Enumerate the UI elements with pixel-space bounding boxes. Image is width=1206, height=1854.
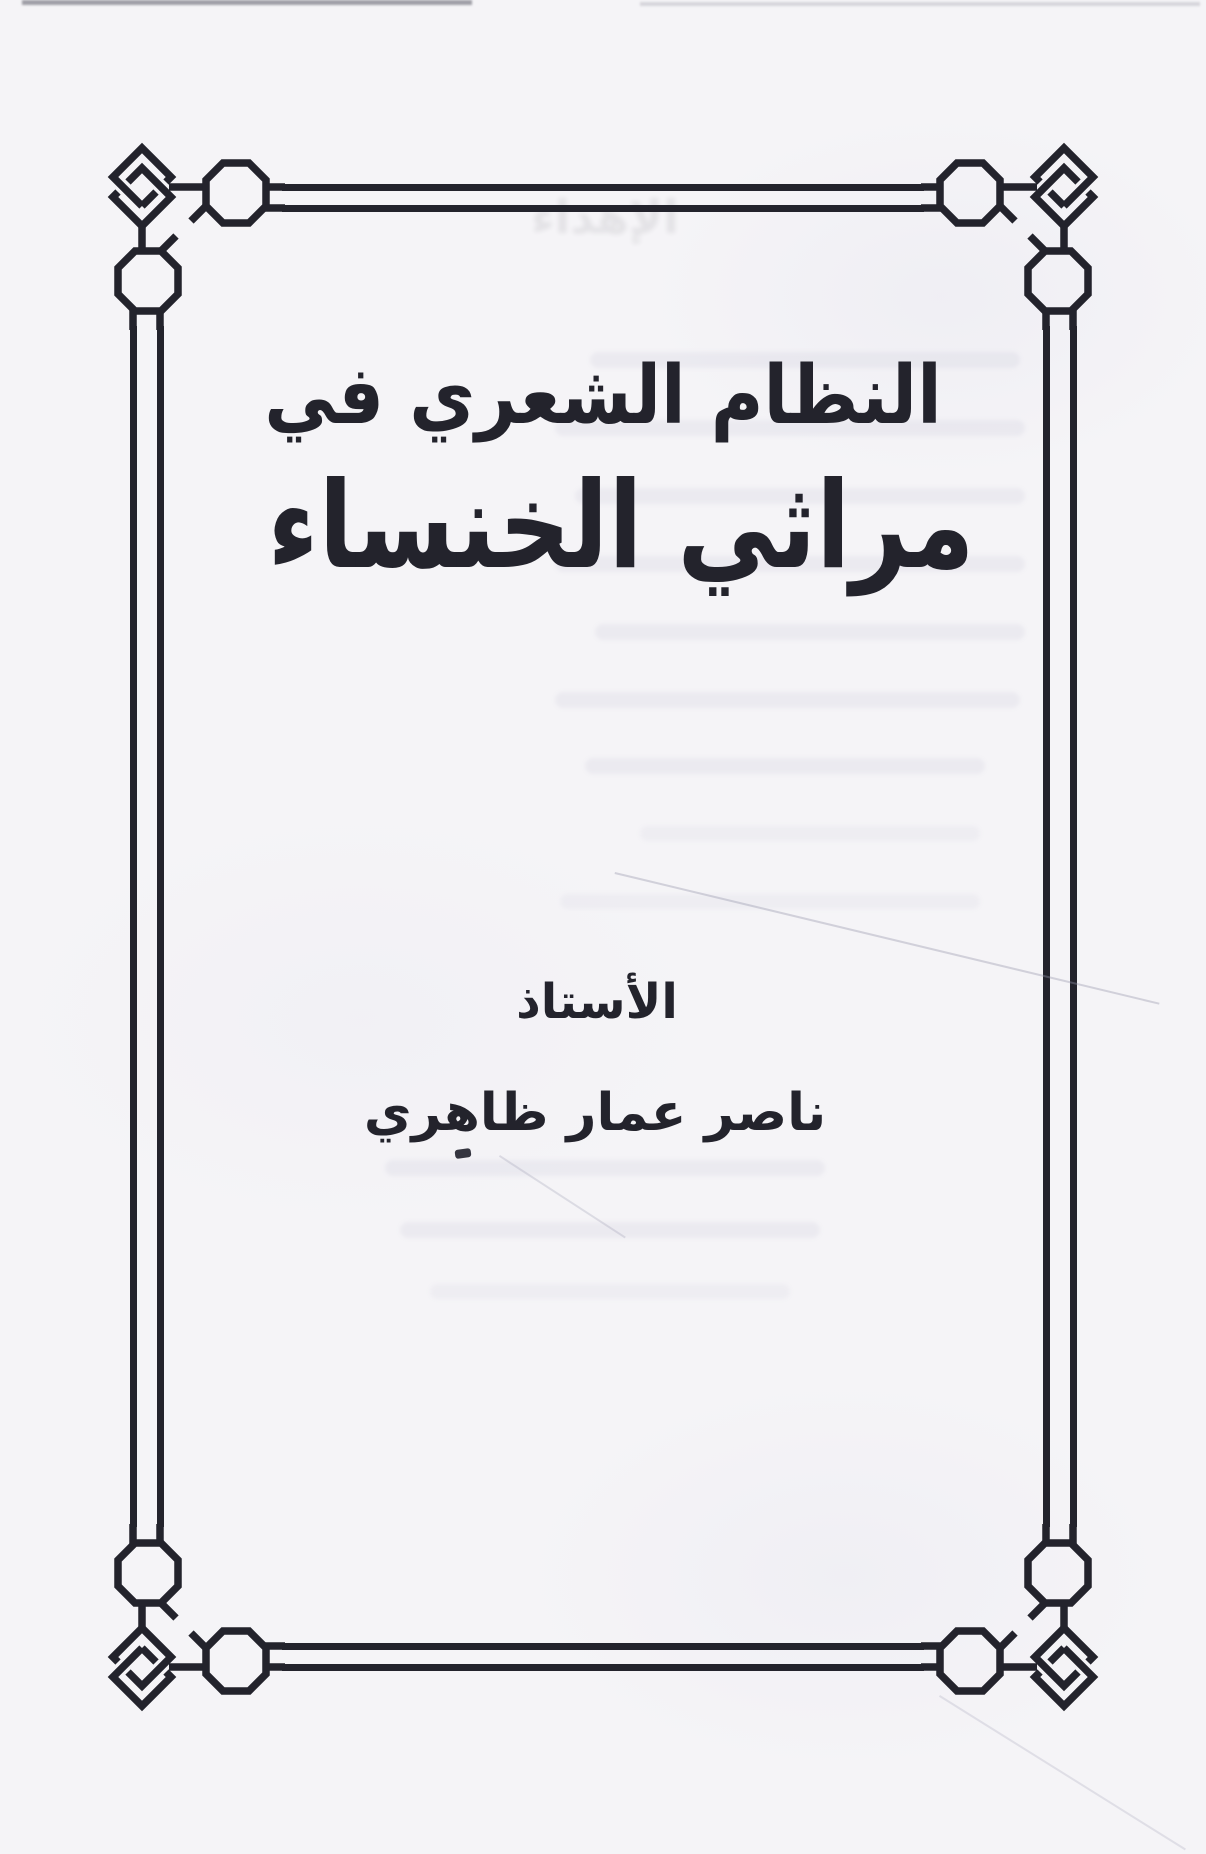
knot-corner-bottom-right-icon	[921, 1524, 1121, 1724]
scan-edge-artifact	[640, 2, 1200, 6]
bleed-through-smudge	[385, 1160, 825, 1176]
bleed-through-smudge	[430, 1284, 790, 1299]
border-rule-right-outer	[1070, 326, 1077, 1527]
author-title: الأستاذ	[516, 974, 678, 1030]
bleed-through-smudge	[585, 758, 985, 774]
bleed-through-smudge	[560, 894, 980, 909]
book-title: مراثي الخنساء	[267, 455, 975, 596]
border-rule-bottom-inner	[282, 1643, 924, 1650]
scan-edge-artifact	[22, 0, 472, 5]
border-rule-left-inner	[157, 326, 164, 1527]
knot-corner-top-left-icon	[85, 130, 285, 330]
knot-corner-top-right-icon	[921, 130, 1121, 330]
author-name: ناصر عمار ظاهري	[363, 1083, 827, 1143]
bleed-through-heading: الإهداء	[531, 190, 679, 244]
ink-speck	[454, 1148, 471, 1159]
paper-crease	[499, 1155, 626, 1238]
bleed-through-smudge	[555, 692, 1020, 708]
border-rule-left-outer	[130, 326, 137, 1527]
series-line: النظام الشعري في	[264, 347, 942, 443]
border-rule-bottom-outer	[282, 1664, 924, 1671]
bleed-through-smudge	[595, 624, 1025, 640]
bleed-through-smudge	[640, 826, 980, 841]
knot-corner-bottom-left-icon	[85, 1524, 285, 1724]
bleed-through-smudge	[400, 1222, 820, 1238]
